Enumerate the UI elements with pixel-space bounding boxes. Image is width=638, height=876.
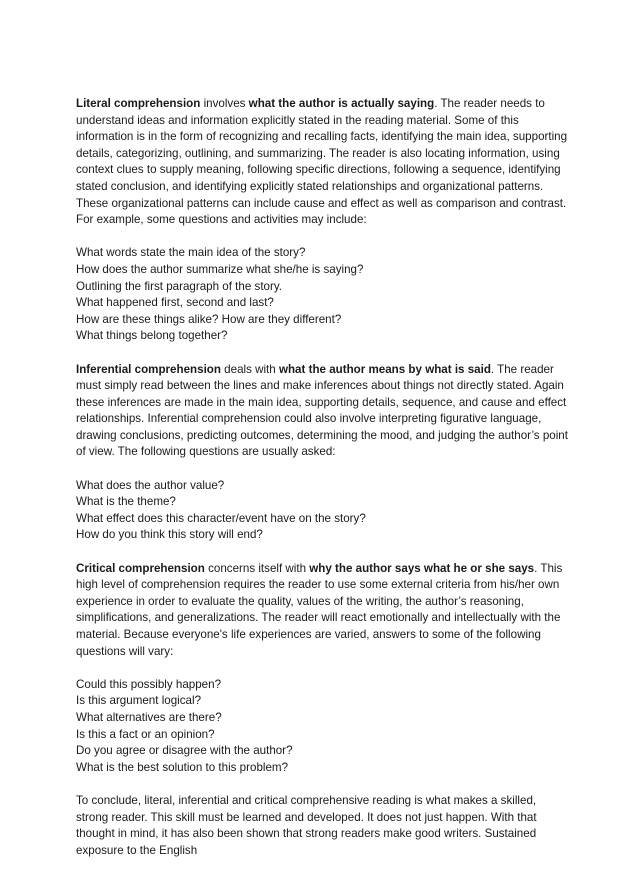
critical-term: Critical comprehension: [76, 561, 205, 575]
inferential-emphasis: what the author means by what is said: [278, 362, 491, 376]
list-item: How are these things alike? How are they different?: [76, 312, 342, 326]
document-page: [76, 96, 568, 876]
literal-questions: [76, 245, 568, 345]
list-item: Could this possibly happen?: [76, 677, 222, 691]
literal-term: Literal comprehension: [76, 97, 201, 110]
list-item: What does the author value?: [76, 478, 225, 492]
list-item: Outlining the first paragraph of the story.: [76, 279, 283, 293]
literal-text-2: . The reader needs to understand ideas and information explicitly stated in the reading material. Some of this information is in the form of recognizing and recalling facts, identifying the main idea, supporting details, categorizing, outlining, and summarizing. The reader is also locating information, using context clues to supply meaning, following specific directions, following a sequence, identifying stated conclusion, and identifying explicitly stated relationships and organizational patterns. These organizational patterns can include cause and effect as well as comparison and contrast. For example, some questions and activities may include:: [76, 97, 568, 227]
list-item: Is this a fact or an opinion?: [76, 727, 215, 741]
list-item: Do you agree or disagree with the author?: [76, 744, 293, 758]
conclusion-paragraph: To conclude, literal, inferential and critical comprehensive reading is what makes a skilled, strong reader. This skill must be learned and developed. It does not just happen. With that thought in mind, it has also been shown that strong readers make good writers. Sustained exposure to the English: [76, 793, 537, 857]
literal-emphasis: what the author is actually saying: [248, 97, 435, 110]
list-item: How does the author summarize what she/he is saying?: [76, 262, 364, 276]
inferential-text-1: deals with: [220, 362, 279, 376]
inferential-questions: [76, 478, 568, 544]
critical-emphasis: why the author says what he or she says: [309, 561, 535, 575]
list-item: What effect does this character/event have on the story?: [76, 511, 366, 525]
literal-text-1: involves: [200, 97, 249, 110]
list-item: What things belong together?: [76, 329, 228, 343]
inferential-term: Inferential comprehension: [76, 362, 221, 376]
list-item: How do you think this story will end?: [76, 528, 263, 542]
critical-text-1: concerns itself with: [204, 561, 310, 575]
inferential-paragraph: [76, 362, 568, 462]
list-item: What happened first, second and last?: [76, 296, 274, 310]
literal-paragraph: [76, 96, 568, 229]
critical-paragraph: [76, 561, 568, 661]
list-item: What is the best solution to this problem?: [76, 760, 289, 774]
list-item: What alternatives are there?: [76, 710, 222, 724]
list-item: What is the theme?: [76, 495, 176, 509]
list-item: What words state the main idea of the story?: [76, 246, 306, 260]
critical-questions: [76, 677, 568, 777]
critical-text-2: . This high level of comprehension requires the reader to use some external criteria from his/her own experience in order to evaluate the quality, values of the writing, the author’s reasoning, simplifications, and generalizations. The reader will react emotionally and intellectually with the material. Because everyone's life experiences are varied, answers to some of the following questions will vary:: [76, 561, 563, 658]
inferential-text-2: . The reader must simply read between the lines and make inferences about things not directly stated. Again these inferences are made in the main idea, supporting details, sequence, and cause and effect relationships. Inferential comprehension could also involve interpreting figurative language, drawing conclusions, predicting outcomes, determining the mood, and judging the author’s point of view. The following questions are usually asked:: [76, 362, 568, 459]
list-item: Is this argument logical?: [76, 694, 202, 708]
